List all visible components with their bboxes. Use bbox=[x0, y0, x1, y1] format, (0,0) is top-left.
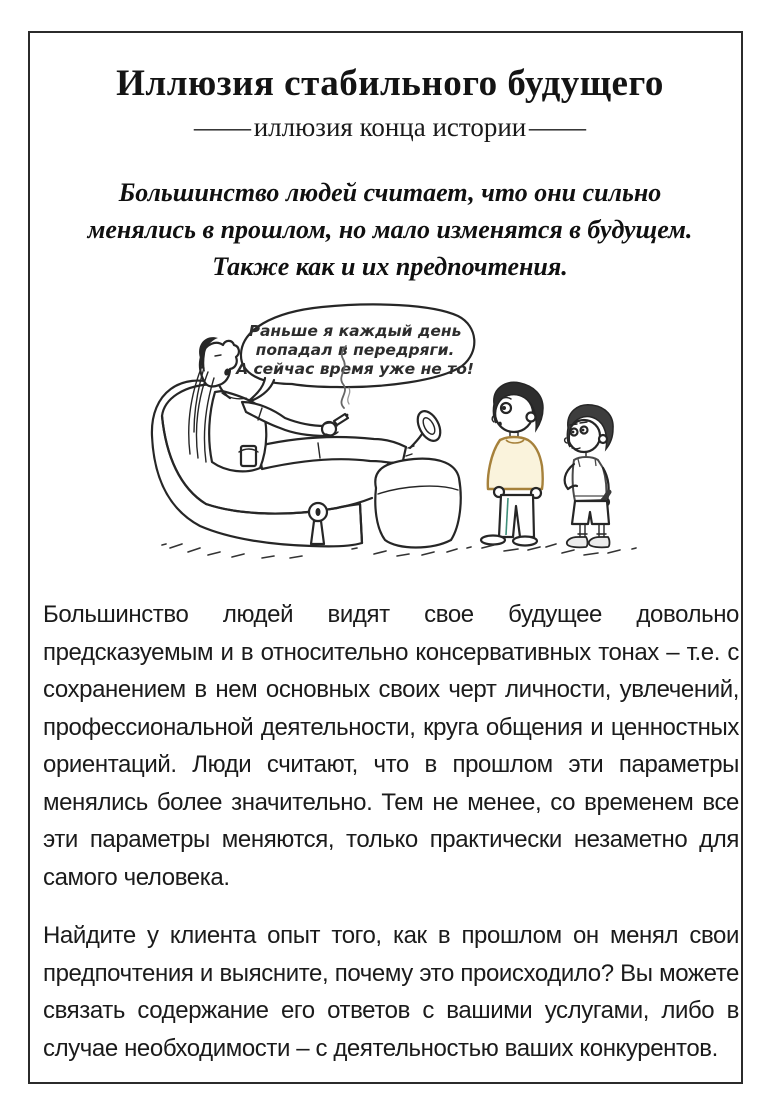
shorter-boy bbox=[565, 405, 613, 548]
subtitle-right-dash: — bbox=[529, 112, 587, 142]
speech-bubble bbox=[235, 304, 474, 403]
cartoon-illustration bbox=[122, 296, 662, 586]
ottoman bbox=[375, 459, 460, 548]
page-title: Иллюзия стабильного будущего bbox=[116, 63, 664, 104]
lead-line: Также как и их предпочтения. bbox=[212, 252, 568, 281]
speech-bubble-line3: А сейчас время уже не то! bbox=[236, 360, 474, 378]
lead-line: Большинство людей считает, что они сильно bbox=[118, 178, 662, 207]
body-paragraph-2: Найдите у клиента опыт того, как в прошлом он менял свои предпочтения и выясните, почему это происходило? Вы можете связать содержание его ответов с вашими услугами, либо в случае необходимости – с деятельностью ваших конкурентов. bbox=[43, 922, 739, 1062]
subtitle-text: иллюзия конца истории bbox=[253, 112, 527, 142]
body-text bbox=[43, 596, 739, 1088]
subtitle-left-dash: — bbox=[193, 112, 251, 142]
body-paragraph-1: Большинство людей видят свое будущее довольно предсказуемым и в относительно консервативных тонах – т.е. с сохранением в нем основных своих черт личности, увлечений, профессиональной деятельности, круга общения и ценностных ориентаций. Люди считают, что в прошлом эти параметры менялись более значительно. Тем не менее, со временем все эти параметры меняются, только практически незаметно для самого человека. bbox=[43, 601, 739, 891]
page-subtitle bbox=[0, 112, 780, 143]
lead-statement bbox=[0, 174, 780, 285]
lead-line: менялись в прошлом, но мало изменятся в будущем. bbox=[87, 215, 693, 244]
speech-bubble-line1: Раньше я каждый день bbox=[248, 322, 462, 340]
taller-boy bbox=[481, 382, 543, 545]
speech-bubble-line2: попадал в передряги. bbox=[255, 341, 455, 359]
